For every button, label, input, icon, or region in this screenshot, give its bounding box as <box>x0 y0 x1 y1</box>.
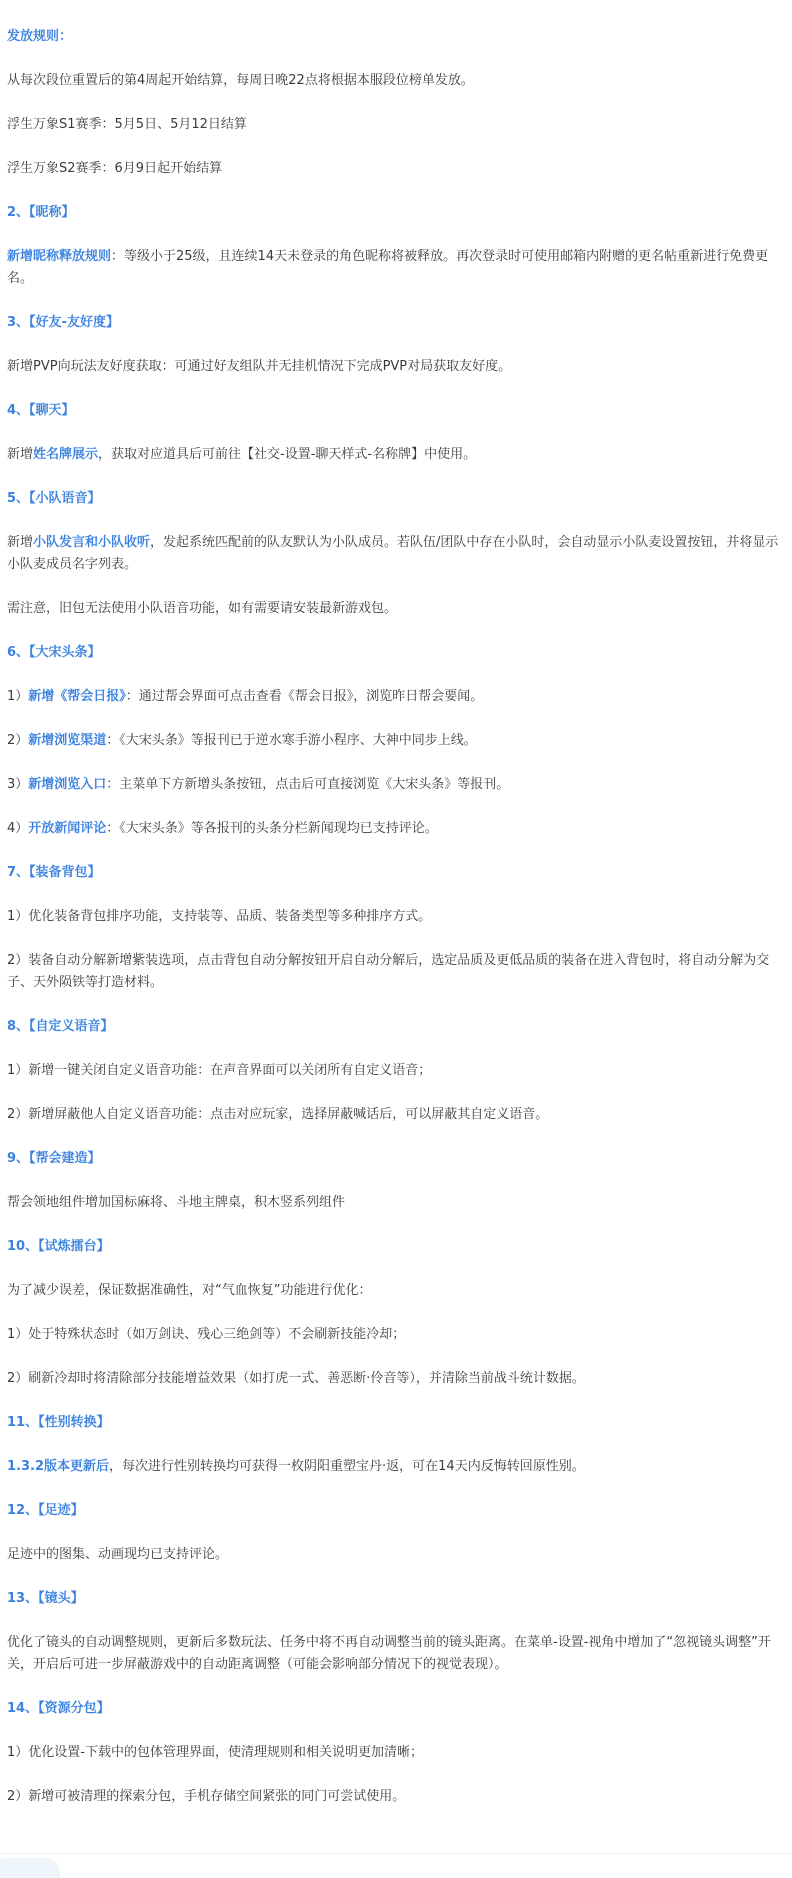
squad-voice-paragraph <box>7 532 787 576</box>
guild-building-paragraph: 帮会领地组件增加国标麻将、斗地主牌桌，积木竖系列组件 <box>7 1195 346 1210</box>
chat-pre: 新增 <box>7 447 34 462</box>
resource-packages-item-1: 1）优化设置-下载中的包体管理界面，使清理规则和相关说明更加清晰； <box>7 1745 423 1760</box>
headlines-item-4-pre: 4） <box>7 821 29 836</box>
squad-voice-text: ，发起系统匹配前的队友默认为小队成员。若队伍/团队中存在小队时，会自动显示小队麦设置按钮，并将显示小队麦成员名字列表。 <box>7 535 779 572</box>
friends-paragraph: 新增PVP向玩法友好度获取：可通过好友组队并无挂机情况下完成PVP对局获取友好度。 <box>7 359 512 374</box>
footprints-paragraph: 足迹中的图集、动画现均已支持评论。 <box>7 1547 229 1562</box>
section-heading-squad-voice: 5、【小队语音】 <box>7 491 101 506</box>
trial-arena-intro: 为了减少误差，保证数据准确性，对“气血恢复”功能进行优化： <box>7 1283 372 1298</box>
squad-voice-pre: 新增 <box>7 535 34 550</box>
custom-voice-item-2: 2）新增屏蔽他人自定义语音功能：点击对应玩家，选择屏蔽喊话后，可以屏蔽其自定义语音。 <box>7 1107 549 1122</box>
section-heading-nickname: 2、【昵称】 <box>7 205 75 220</box>
chat-text: ，获取对应道具后可前往【社交-设置-聊天样式-名称牌】中使用。 <box>98 447 477 462</box>
section-heading-resource-packages: 14、【资源分包】 <box>7 1701 110 1716</box>
chat-highlight: 姓名牌展示 <box>33 447 99 462</box>
section-heading-footprints: 12、【足迹】 <box>7 1503 84 1518</box>
nickname-paragraph <box>7 246 787 290</box>
camera-paragraph: 优化了镜头的自动调整规则，更新后多数玩法、任务中将不再自动调整当前的镜头距离。在菜单-设置-视角中增加了“忽视镜头调整”开关，开启后可进一步屏蔽游戏中的自动距离调整（可能会影响部分情况下的视觉表现）。 <box>7 1635 771 1672</box>
headlines-item-1-pre: 1） <box>7 689 29 704</box>
season2-text: 浮生万象S2赛季：6月9日起开始结算 <box>7 161 223 176</box>
section-heading-custom-voice: 8、【自定义语音】 <box>7 1019 114 1034</box>
section-heading-equipment-bag: 7、【装备背包】 <box>7 865 101 880</box>
headlines-item-1-highlight: 新增《帮会日报》 <box>28 689 126 704</box>
trial-arena-item-1: 1）处于特殊状态时（如万剑诀、残心三绝剑等）不会刷新技能冷却； <box>7 1327 406 1342</box>
equipment-bag-item-1: 1）优化装备背包排序功能，支持装等、品质、装备类型等多种排序方式。 <box>7 909 432 924</box>
trial-arena-item-2: 2）刷新冷却时将清除部分技能增益效果（如打虎一式、善恶断·伶音等），并清除当前战斗统计数据。 <box>7 1371 585 1386</box>
headlines-item-3-pre: 3） <box>7 777 29 792</box>
headlines-item-3-text: ：主菜单下方新增头条按钮，点击后可直接浏览《大宋头条》等报刊。 <box>106 777 510 792</box>
nickname-text: ：等级小于25级，且连续14天未登录的角色昵称将被释放。再次登录时可使用邮箱内附赠的更名帖重新进行免费更名。 <box>7 249 769 286</box>
headlines-item-2-pre: 2） <box>7 733 29 748</box>
equipment-bag-item-2: 2）装备自动分解新增紫装选项，点击背包自动分解按钮开启自动分解后，选定品质及更低品质的装备在进入背包时，将自动分解为交子、天外陨铁等打造材料。 <box>7 953 770 990</box>
chat-paragraph <box>7 444 787 466</box>
resource-packages-item-2: 2）新增可被清理的探索分包，手机存储空间紧张的同门可尝试使用。 <box>7 1789 406 1804</box>
section-heading-headlines: 6、【大宋头条】 <box>7 645 101 660</box>
section-heading-guild-building: 9、【帮会建造】 <box>7 1151 101 1166</box>
headlines-item-3 <box>7 774 787 796</box>
squad-voice-note: 需注意，旧包无法使用小队语音功能，如有需要请安装最新游戏包。 <box>7 601 398 616</box>
rules-text: 从每次段位重置后的第4周起开始结算，每周日晚22点将根据本服段位榜单发放。 <box>7 73 474 88</box>
headlines-item-2 <box>7 730 787 752</box>
custom-voice-item-1: 1）新增一键关闭自定义语音功能：在声音界面可以关闭所有自定义语音； <box>7 1063 432 1078</box>
section-heading-trial-arena: 10、【试炼擂台】 <box>7 1239 110 1254</box>
gender-change-text: ，每次进行性别转换均可获得一枚阴阳重塑宝丹·返，可在14天内反悔转回原性别。 <box>109 1459 585 1474</box>
headlines-item-2-text: ：《大宋头条》等报刊已于逆水寒手游小程序、大神中同步上线。 <box>106 733 477 748</box>
section-heading-chat: 4、【聊天】 <box>7 403 75 418</box>
rules-heading-text: 发放规则： <box>7 29 73 44</box>
footer-divider <box>0 1853 792 1854</box>
headlines-item-4 <box>7 818 787 840</box>
section-heading-friends: 3、【好友-友好度】 <box>7 315 119 330</box>
headlines-item-3-highlight: 新增浏览入口 <box>28 777 107 792</box>
section-heading-gender-change: 11、【性别转换】 <box>7 1415 110 1430</box>
headlines-item-1 <box>7 686 787 708</box>
section-heading-camera: 13、【镜头】 <box>7 1591 84 1606</box>
headlines-item-4-highlight: 开放新闻评论 <box>28 821 107 836</box>
headlines-item-2-highlight: 新增浏览渠道 <box>28 733 107 748</box>
rules-heading <box>7 26 787 48</box>
headlines-item-4-text: ：《大宋头条》等各报刊的头条分栏新闻现均已支持评论。 <box>106 821 438 836</box>
gender-change-paragraph <box>7 1456 787 1478</box>
footer-decoration <box>0 1858 60 1878</box>
squad-voice-highlight: 小队发言和小队收听 <box>33 535 151 550</box>
article-body <box>7 26 787 1830</box>
gender-change-highlight: 1.3.2版本更新后 <box>7 1459 110 1474</box>
nickname-highlight: 新增昵称释放规则 <box>7 249 112 264</box>
headlines-item-1-text: ：通过帮会界面可点击查看《帮会日报》，浏览昨日帮会要闻。 <box>125 689 484 704</box>
season1-text: 浮生万象S1赛季：5月5日、5月12日结算 <box>7 117 247 132</box>
